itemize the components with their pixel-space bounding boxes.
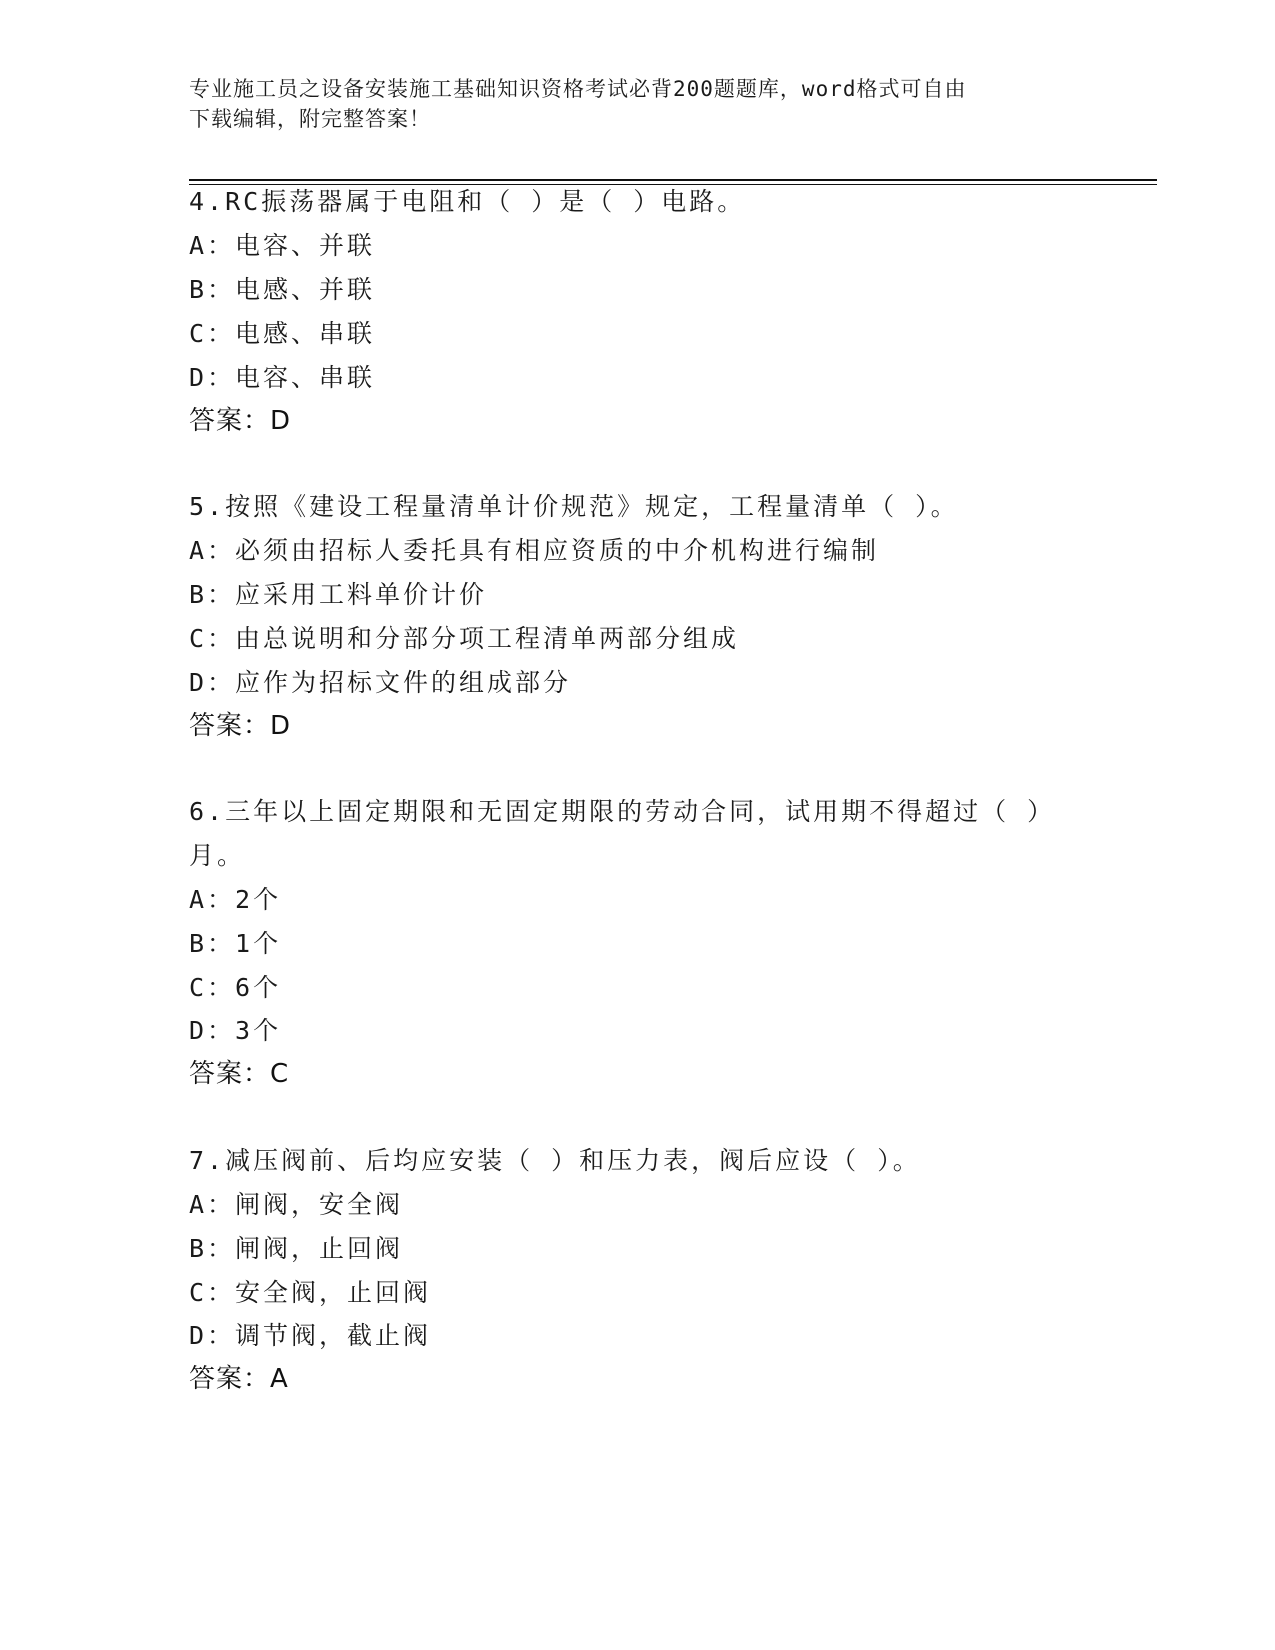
header-line-2: 下载编辑，附完整答案！: [189, 107, 431, 131]
question-4-answer: 答案：D: [189, 406, 292, 436]
question-7-option-b: B：闸阀，止回阀: [189, 1234, 404, 1263]
question-4-option-b: B：电感、并联: [189, 275, 376, 304]
question-6-stem: 6.三年以上固定期限和无固定期限的劳动合同，试用期不得超过（ ）: [189, 797, 1056, 826]
question-6-answer: 答案：C: [189, 1059, 290, 1089]
question-7-option-a: A：闸阀，安全阀: [189, 1190, 404, 1219]
question-6-option-a: A：2个: [189, 885, 282, 914]
question-5-option-d: D：应作为招标文件的组成部分: [189, 668, 572, 697]
header-divider-thin: [189, 184, 1157, 185]
question-6-stem-continued: 月。: [189, 841, 246, 870]
question-7-option-c: C：安全阀，止回阀: [189, 1278, 432, 1307]
document-header: [189, 74, 1069, 134]
question-5-option-b: B：应采用工料单价计价: [189, 580, 488, 609]
question-7-option-d: D：调节阀，截止阀: [189, 1321, 432, 1350]
question-4-option-d: D：电容、串联: [189, 363, 376, 392]
question-7-stem: 7.减压阀前、后均应安装（ ）和压力表，阀后应设（ ）。: [189, 1146, 921, 1175]
question-4-option-c: C：电感、串联: [189, 319, 376, 348]
header-divider-thick: [189, 179, 1157, 181]
question-4-stem: 4.RC振荡器属于电阻和（ ）是（ ）电路。: [189, 187, 746, 216]
question-6-option-b: B：1个: [189, 929, 282, 958]
question-5-option-a: A：必须由招标人委托具有相应资质的中介机构进行编制: [189, 536, 880, 565]
header-line-1: 专业施工员之设备安装施工基础知识资格考试必背200题题库，word格式可自由: [189, 77, 967, 101]
question-5-stem: 5.按照《建设工程量清单计价规范》规定，工程量清单（ ）。: [189, 492, 959, 521]
question-5-answer: 答案：D: [189, 711, 292, 741]
question-5-option-c: C：由总说明和分部分项工程清单两部分组成: [189, 624, 740, 653]
question-6-option-d: D：3个: [189, 1016, 282, 1045]
question-4-option-a: A：电容、并联: [189, 231, 376, 260]
question-6-option-c: C：6个: [189, 973, 282, 1002]
question-7-answer: 答案：A: [189, 1364, 289, 1394]
